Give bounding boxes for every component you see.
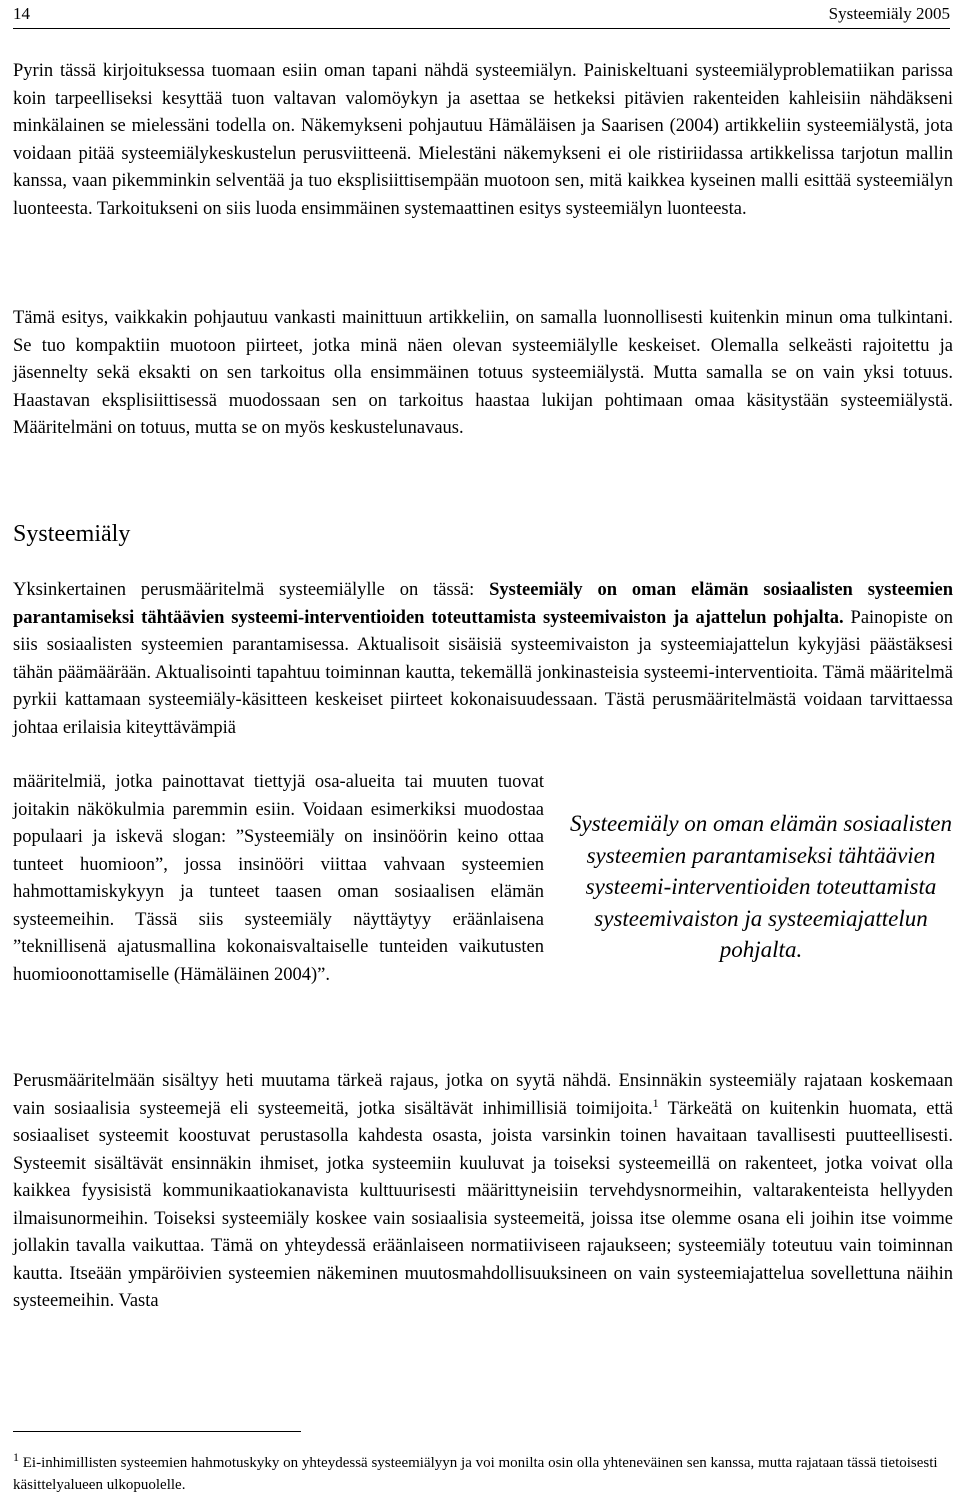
footnote — [13, 1452, 958, 1496]
definition-intro: Yksinkertainen perusmääritelmä systeemiälylle on tässä: — [13, 580, 490, 600]
footnote-text: Ei-inhimillisten systeemien hahmotuskyky on yhteydessä systeemiälyyn ja voi monilta osin olla yhteneväinen sen kanssa, mutta rajataan tässä tietoisesti käsittelyalueen ulkopuolelle. — [13, 1455, 938, 1493]
paragraph-definition — [13, 577, 953, 742]
footnote-number: 1 — [13, 1450, 19, 1464]
page-header — [13, 0, 950, 29]
restrictions-part-b: Tärkeätä on kuitenkin huomata, että sosiaaliset systeemit koostuvat perustasolla kahdesta osasta, joista varsinkin toinen havaitaan tavallisesti puutteellisesti. Systeemit sisältävät ensinnäkin ihmiset, jotka systeemiin kuuluvat ja toiseksi systeemeillä on rakenteet, jotka voivat olla kaikkea fyysisistä kommunikaatiokanavista kulttuurisesti määrittyneisiin tervehdysnormeihin, valtarakenteista hellyyden ilmaisunormeihin. Toiseksi systeemiäly koskee vain sosiaalisia systeemeitä, joissa itse olemme osana eli joihin itse voimme jollakin tavalla vaikuttaa. Tämä on yhteydessä eräänlaiseen normatiiviseen rajaukseen; systeemiäly toteutuu vain toiminnan kautta. Itseään ympäröivien systeemien näkeminen muutosmahdollisuuksineen on vain systeemiajattelua sovellettuna näihin systeemeihin. Vasta — [13, 1098, 953, 1311]
section-heading: Systeemiäly — [13, 521, 131, 547]
footnote-reference[interactable]: 1 — [652, 1095, 659, 1110]
pull-quote: Systeemiäly on oman elämän sosiaalisten systeemien parantamiseksi tähtäävien systeemi-interventioiden toteuttamista systeemivaiston ja systeemiajattelun pohjalta. — [569, 811, 952, 962]
restrictions-part-a: Perusmääritelmään sisältyy heti muutama tärkeä rajaus, jotka on syytä nähdä. Ensinnäkin systeemiäly rajataan koskemaan vain sosiaalisia systeemejä eli systeemeitä, jotka sisältävät inhimillisiä toimijoita. — [13, 1071, 953, 1119]
paragraph-interpretation: Tämä esitys, vaikkakin pohjautuu vankasti mainittuun artikkeliin, on samalla luonnollisesti kuitenkin minun oma tulkintani. Se tuo kompaktiin muotoon piirteet, jotka minä näen olevan systeemiälylle keskeiset. Olemalla selkeästi rajoitettu ja jäsennelty sekä eksakti on sen tarkoitus olla ensimmäinen totuus systeemiälystä. Mutta samalla se on vain yksi totuus. Haastavan eksplisiittisessä muodossaan sen on tarkoitus haastaa lukijan pohtimaan omaa käsitystään systeemiälystä. Määritelmäni on totuus, mutta se on myös keskustelunavaus. — [13, 308, 953, 438]
paragraph-restrictions — [13, 1068, 953, 1316]
definition-bold: Systeemiäly on oman elämän sosiaalisten systeemien parantamiseksi tähtäävien systeemi-interventioiden toteuttamista systeemivaiston ja ajattelun pohjalta. — [13, 580, 953, 628]
footnote-divider — [13, 1431, 301, 1432]
paragraph-slogan: määritelmiä, jotka painottavat tiettyjä osa-alueita tai muuten tuovat joitakin näkökulmia paremmin esiin. Voidaan esimerkiksi muodostaa populaari ja iskevä slogan: ”Systeemiäly on insinöörin keino ottaa tunteet huomioon”, jossa insinööri viittaa vahvaan systeemien hahmottamiskykyyn ja tunteet taasen oman sosiaalisen elämän systeemeihin. Tässä siis systeemiäly näyttäytyy eräänlaisena ”teknillisenä ajatusmallina kokonaisvaltaiselle tunteiden vaikutusten huomioonottamiselle (Hämäläinen 2004)”. — [13, 772, 544, 985]
paragraph-intro: Pyrin tässä kirjoituksessa tuomaan esiin oman tapani nähdä systeemiälyn. Painiskeltuani systeemiälyproblematiikan parissa koin tarpeelliseksi kesyttää tuon valtavan valomöykyn ja asettaa se hetkeksi pitävien rakenteiden kahleisiin nähdäkseni minkälainen se mielessäni todella on. Näkemykseni pohjautuu Hämäläisen ja Saarisen (2004) artikkeliin systeemiälystä, jota voidaan pitää systeemiälykeskustelun perusviitteenä. Mielestäni näkemykseni ei ole ristiriidassa artikkelissa tarjotun mallin kanssa, vaan pikemminkin selventää ja tuo eksplisiittisempään muotoon sen, mitä kaikkea kyseinen malli esittää systeemiälyn luonteesta. Tarkoitukseni on siis luoda ensimmäinen systemaattinen esitys systeemiälyn luonteesta. — [13, 61, 953, 219]
running-title: Systeemiäly 2005 — [828, 4, 950, 23]
page-number: 14 — [13, 4, 30, 23]
definition-rest: Painopiste on siis sosiaalisten systeemien parantamisessa. Aktualisoit sisäisiä systeemivaiston ja systeemiajattelun kykyjäsi päästäksesi tähän päämäärään. Aktualisointi tapahtuu toiminnan kautta, tekemällä jonkinasteisia systeemi-interventioita. Tämä määritelmä pyrkii kattamaan systeemiäly-käsitteen keskeiset piirteet kokonaisuudessaan. Tästä perusmääritelmästä voidaan tarvittaessa johtaa erilaisia kiteyttävämpiä — [13, 607, 953, 738]
